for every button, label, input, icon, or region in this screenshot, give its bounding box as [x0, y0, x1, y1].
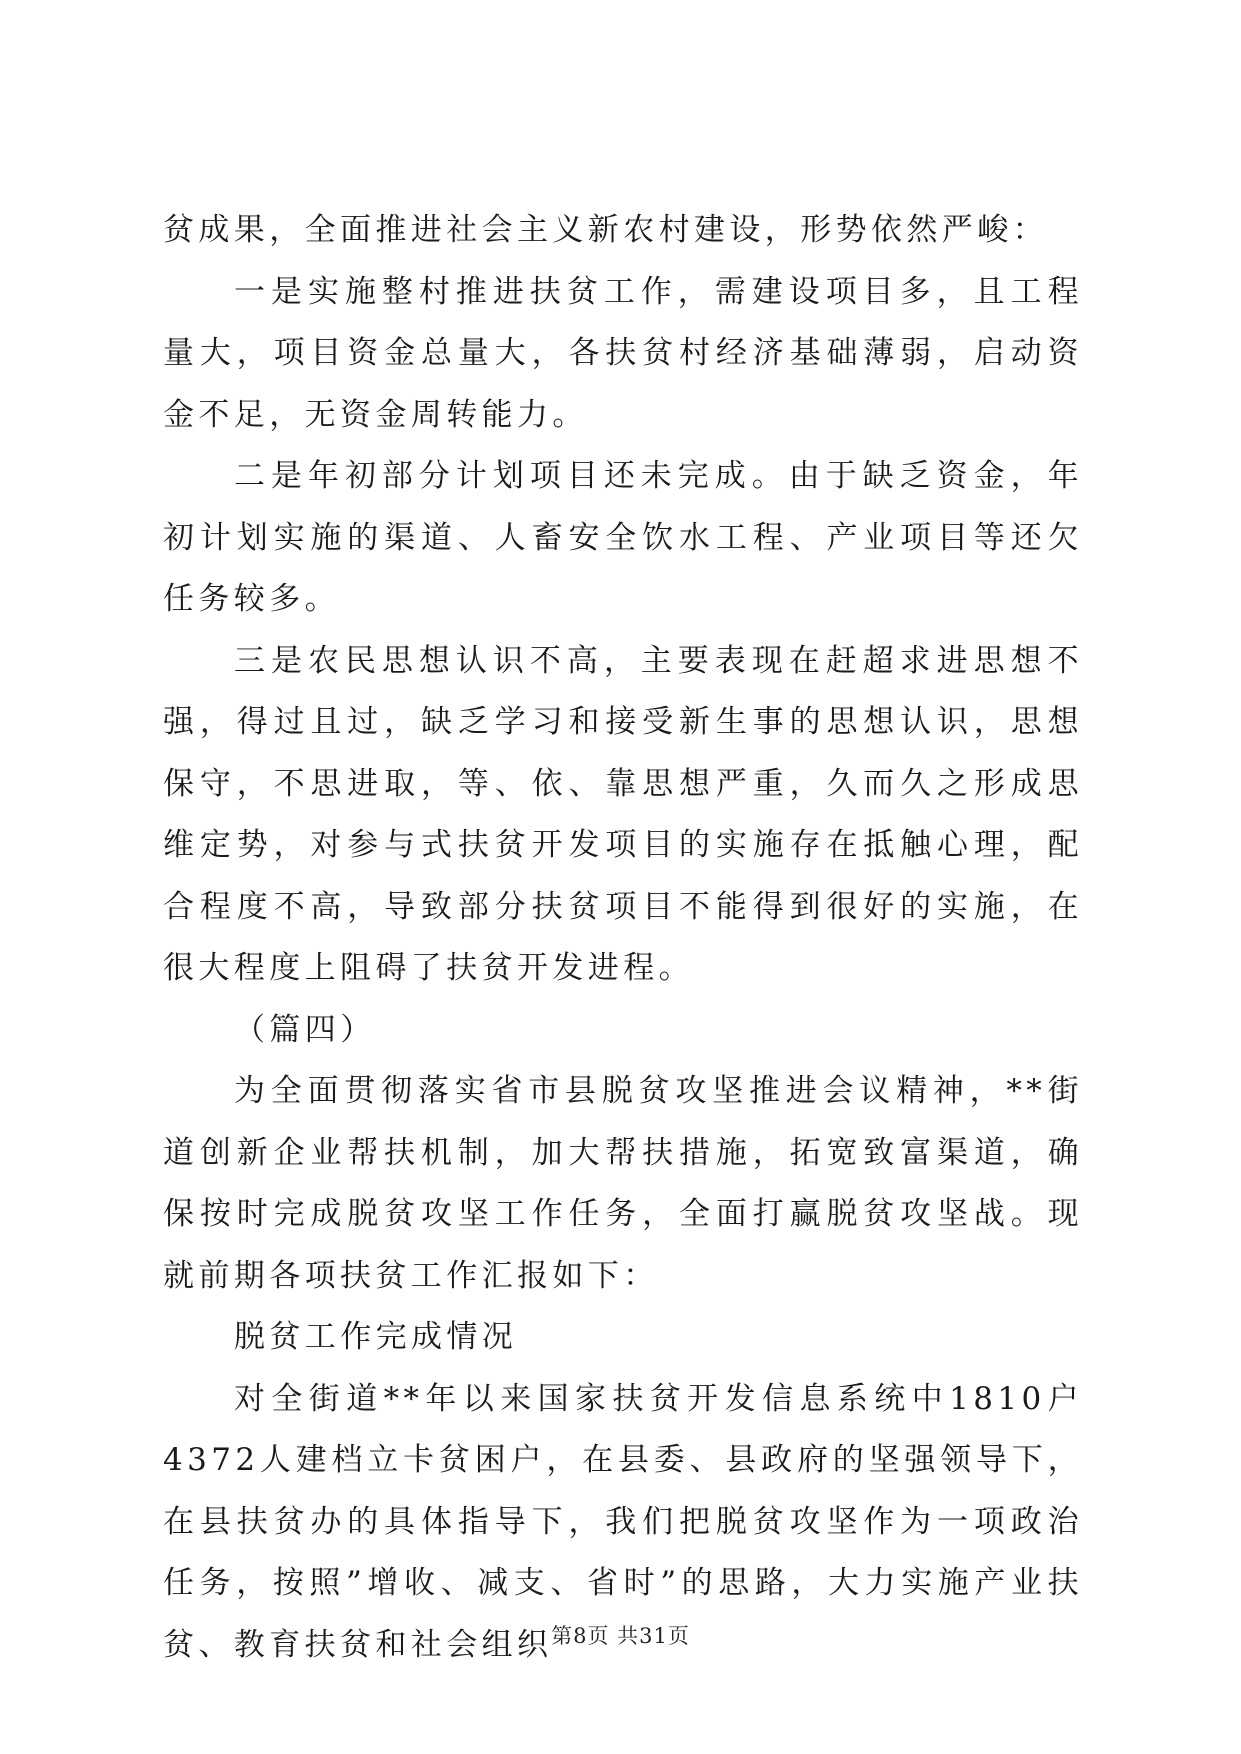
paragraph-progress: 对全街道**年以来国家扶贫开发信息系统中1810户4372人建档立卡贫困户，在县委、县政府的坚强领导下，在县扶贫办的具体指导下，我们把脱贫攻坚作为一项政治任务，按照”增收、减支、省时”的思路，大力实施产业扶贫、教育扶贫和社会组织	[163, 1380, 1083, 1663]
section-label: （篇四）	[234, 1011, 376, 1048]
paragraph-continuation: 贫成果，全面推进社会主义新农村建设，形势依然严峻：	[163, 212, 1048, 248]
page-footer: 第8页 共31页	[551, 1624, 690, 1648]
paragraph-intro: 为全面贯彻落实省市县脱贫攻坚推进会议精神，**街道创新企业帮扶机制，加大帮扶措施，拓宽致富渠道，确保按时完成脱贫攻坚工作任务，全面打赢脱贫攻坚战。现就前期各项扶贫工作汇报如下：	[163, 1073, 1083, 1294]
paragraph-point-one: 一是实施整村推进扶贫工作，需建设项目多，且工程量大，项目资金总量大，各扶贫村经济基础薄弱，启动资金不足，无资金周转能力。	[163, 273, 1083, 433]
document-body	[163, 200, 1083, 1676]
paragraph-point-two: 二是年初部分计划项目还未完成。由于缺乏资金，年初计划实施的渠道、人畜安全饮水工程、产业项目等还欠任务较多。	[163, 458, 1083, 617]
section-heading: 脱贫工作完成情况	[234, 1319, 518, 1355]
paragraph-point-three: 三是农民思想认识不高，主要表现在赶超求进思想不强，得过且过，缺乏学习和接受新生事的思想认识，思想保守，不思进取，等、依、靠思想严重，久而久之形成思维定势，对参与式扶贫开发项目的实施存在抵触心理，配合程度不高，导致部分扶贫项目不能得到很好的实施，在很大程度上阻碍了扶贫开发进程。	[163, 642, 1083, 986]
